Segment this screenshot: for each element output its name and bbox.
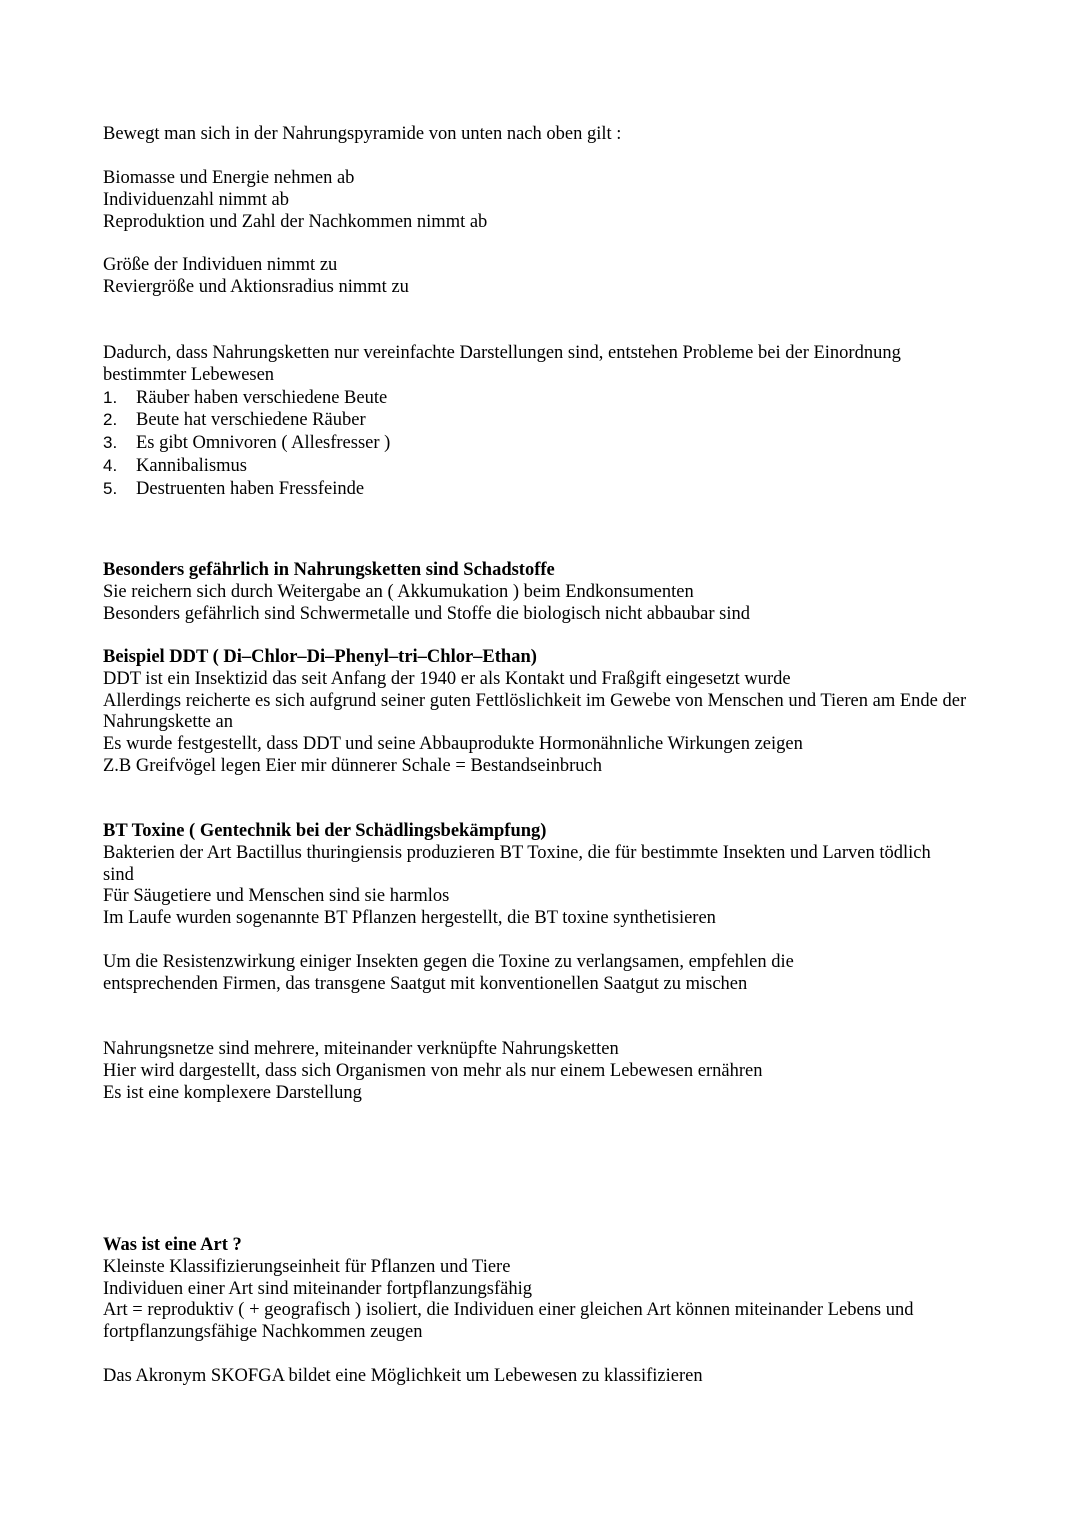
list-number: 1. [103,387,118,407]
decreasing-item: Individuenzahl nimmt ab [103,189,289,210]
ddt-line: Allerdings reicherte es sich aufgrund seiner guten Fettlöslichkeit im Gewebe von Menschen und Tieren am Ende der Nahrungskette an [103,690,967,733]
problems-section [103,343,978,501]
bt-heading: BT Toxine ( Gentechnik bei der Schädlingsbekämpfung) [103,821,547,841]
intro-line: Bewegt man sich in der Nahrungspyramide von unten nach oben gilt : [103,124,622,144]
increasing-item: Größe der Individuen nimmt zu [103,255,338,275]
problems-list-item [103,478,978,501]
schadstoffe-line: Sie reichern sich durch Weitergabe an ( Akkumukation ) beim Endkonsumenten [103,581,694,602]
skofga-text: Das Akronym SKOFGA bildet eine Möglichkeit um Lebewesen zu klassifizieren [103,1366,703,1386]
resistance-paragraph [103,952,873,996]
list-number: 3. [103,433,118,453]
ddt-line: Es wurde festgestellt, dass DDT und seine Abbauprodukte Hormonähnliche Wirkungen zeigen [103,734,803,755]
decreasing-item: Biomasse und Energie nehmen ab [103,168,355,188]
ddt-heading: Beispiel DDT ( Di–Chlor–Di–Phenyl–tri–Chlor–Ethan) [103,647,537,667]
problems-text: Dadurch, dass Nahrungsketten nur vereinfachte Darstellungen sind, entstehen Probleme bei der Einordnung bestimmter Lebewesen [103,343,901,385]
problems-list-item [103,409,978,432]
list-text: Beute hat verschiedene Räuber [136,410,366,431]
art-section [103,1235,953,1344]
list-text: Kannibalismus [136,455,247,476]
netze-line: Nahrungsnetze sind mehrere, miteinander verknüpfte Nahrungsketten [103,1039,619,1059]
bt-line: Für Säugetiere und Menschen sind sie harmlos [103,886,450,907]
netze-section [103,1039,1003,1104]
problems-list-item [103,432,978,455]
problems-list-item [103,387,978,410]
increasing-item: Reviergröße und Aktionsradius nimmt zu [103,276,409,297]
decreasing-list [103,168,1003,233]
ddt-section [103,647,973,778]
netze-line: Hier wird dargestellt, dass sich Organismen von mehr als nur einem Lebewesen ernähren [103,1060,763,1081]
ddt-line: DDT ist ein Insektizid das seit Anfang der 1940 er als Kontakt und Fraßgift eingesetzt wurde [103,668,791,689]
art-line: Kleinste Klassifizierungseinheit für Pflanzen und Tiere [103,1256,511,1277]
schadstoffe-heading: Besonders gefährlich in Nahrungsketten sind Schadstoffe [103,560,555,580]
netze-line: Es ist eine komplexere Darstellung [103,1082,362,1103]
list-text: Räuber haben verschiedene Beute [136,387,388,408]
ddt-line: Z.B Greifvögel legen Eier mir dünnerer Schale = Bestandseinbruch [103,755,602,776]
schadstoffe-section [103,560,1003,625]
list-text: Es gibt Omnivoren ( Allesfresser ) [136,433,391,454]
bt-section [103,821,948,930]
list-text: Destruenten haben Fressfeinde [136,478,365,499]
list-number: 5. [103,478,118,498]
art-line: Art = reproduktiv ( + geografisch ) isoliert, die Individuen einer gleichen Art können miteinander Lebens und fortpflanzungsfähige Nachkommen zeugen [103,1300,914,1343]
problems-list-item [103,455,978,478]
resistance-text: Um die Resistenzwirkung einiger Insekten gegen die Toxine zu verlangsamen, empfehlen die entsprechenden Firmen, das transgene Saatgut mit konventionellen Saatgut zu mischen [103,952,794,994]
art-line: Individuen einer Art sind miteinander fortpflanzungsfähig [103,1278,532,1299]
list-number: 2. [103,410,118,430]
art-heading: Was ist eine Art ? [103,1235,242,1255]
increasing-list [103,255,1003,299]
list-number: 4. [103,455,118,475]
schadstoffe-line: Besonders gefährlich sind Schwermetalle und Stoffe die biologisch nicht abbaubar sind [103,603,751,624]
decreasing-item: Reproduktion und Zahl der Nachkommen nimmt ab [103,211,488,232]
bt-line: Bakterien der Art Bactillus thuringiensis produzieren BT Toxine, die für bestimmte Insekten und Larven tödlich sind [103,842,931,885]
intro-paragraph [103,124,1003,146]
skofga-paragraph [103,1366,1003,1388]
bt-line: Im Laufe wurden sogenannte BT Pflanzen hergestellt, die BT toxine synthetisieren [103,908,716,929]
